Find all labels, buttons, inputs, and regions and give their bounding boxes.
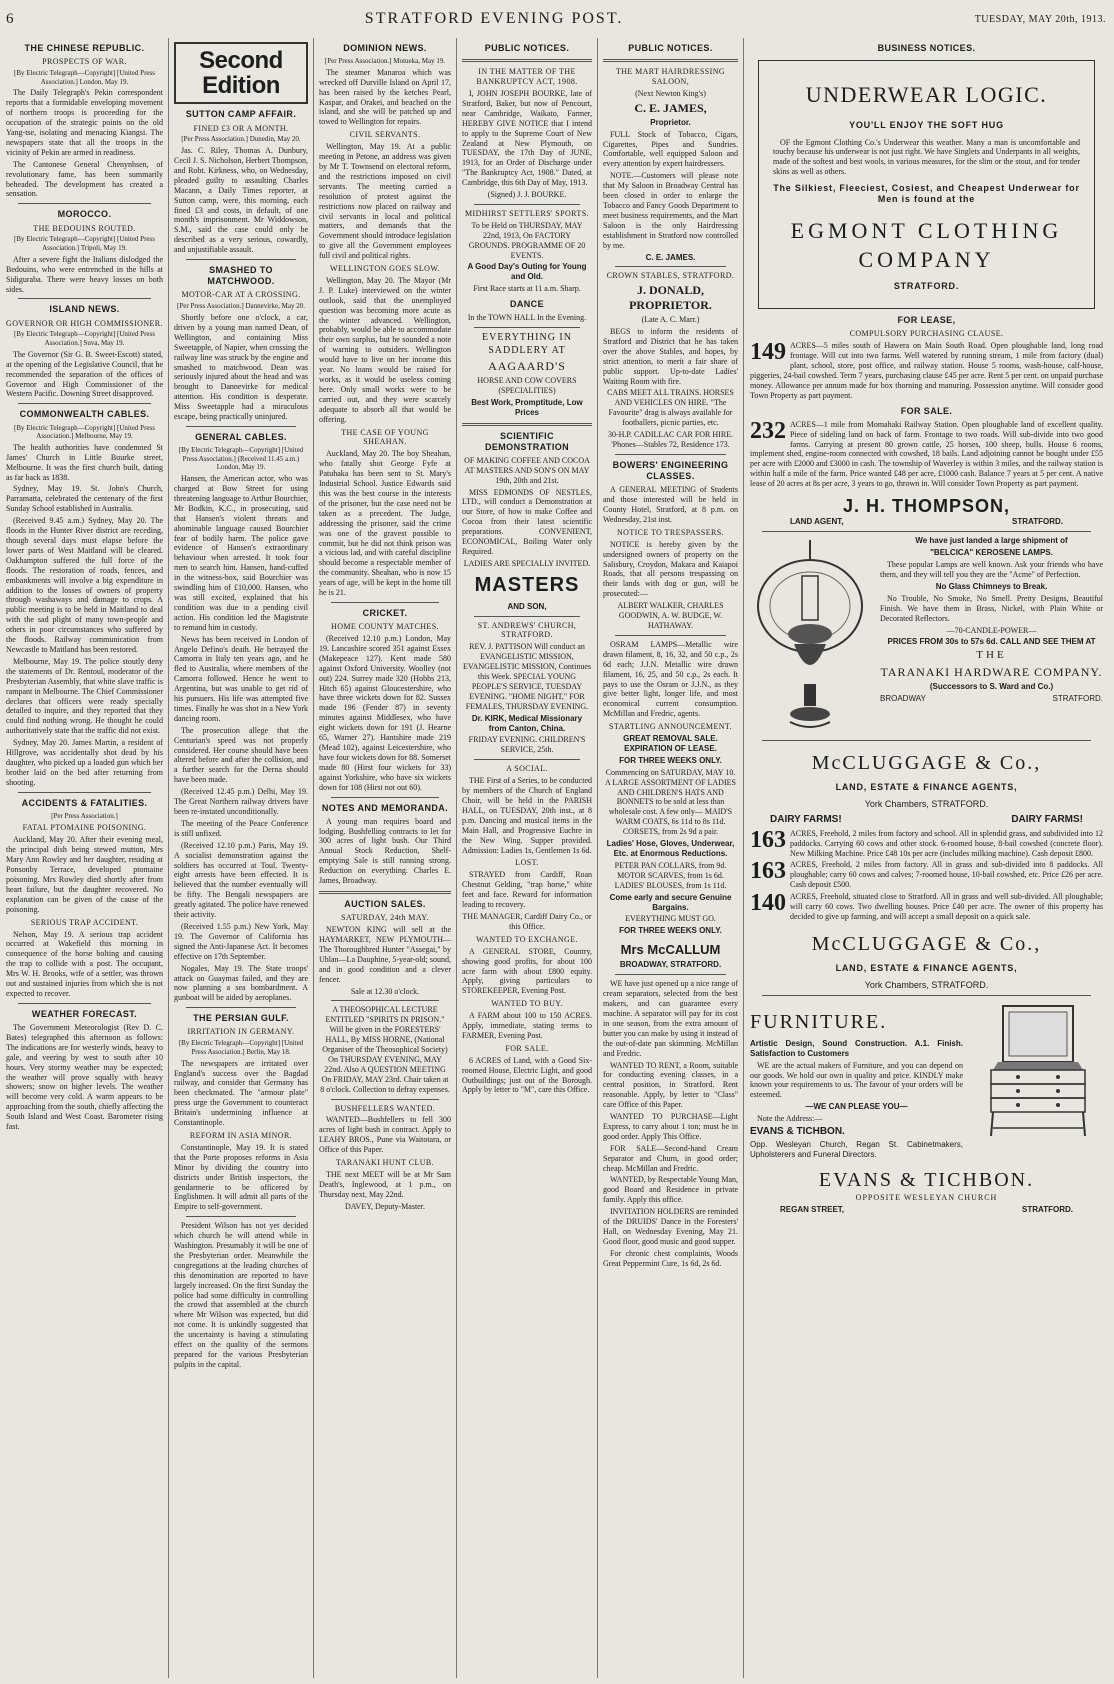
byline: [By Electric Telegraph—Copyright] [United Press Association.] (Received 11.45 a.m.) London, May 19. (178, 446, 304, 472)
article-paragraph: Melbourne, May 19. The police stoutly deny the statements of Dr. Rentoul, moderator of the Presbyterian Assembly, that white slave traffic is rampant in Melbourne. The Chief Commissioner declares that officers were ready specially detailed to inquire, and they reported that they could find nothing wrong. He thought he could authoritatively state that the traffic did not exist. (6, 656, 163, 736)
lease-acres-number: 149 (750, 339, 786, 366)
subheading-fined: FINED £3 OR A MONTH. (193, 123, 289, 133)
broadway-label: BROADWAY (880, 693, 926, 703)
lost-heading: LOST. (515, 858, 539, 868)
issue-date: TUESDAY, MAY 20th, 1913. (974, 13, 1106, 25)
mccluggage-subtitle: LAND, ESTATE & FINANCE AGENTS, (835, 782, 1018, 793)
heading-auction-sales: AUCTION SALES. (344, 899, 426, 910)
ad-paragraph: In the TOWN HALL In the Evening. (467, 313, 587, 323)
masthead (6, 8, 1106, 30)
mccluggage-name: McCLUGGAGE & Co., (811, 752, 1042, 775)
divider (331, 1000, 439, 1001)
byline: [Per Press Association.] (51, 811, 118, 820)
ad-paragraph: These popular Lamps are well known. Ask your friends who have them, and they will tell you they are the "Acme" of Perfection. (880, 560, 1103, 579)
furniture-advert (750, 1000, 1103, 1162)
ad-paragraph: WE have just opened up a nice range of cream separators, selected from the best makers, and can guarantee every machine. A separator will pay for its cost in one season, from the extra amount of butter you can make by using it instead of the out-of-date pan skimming. McMillan and Fredric. (603, 979, 738, 1058)
divider (18, 403, 151, 404)
furniture-title: FURNITURE. (750, 1011, 888, 1034)
divider (186, 426, 296, 427)
column-6 (743, 38, 1109, 1678)
heading-cricket: CRICKET. (362, 607, 408, 618)
subheading-bedouins: THE BEDOUINS ROUTED. (33, 223, 136, 233)
article-paragraph: Jas. C. Riley, Thomas A. Dunbury, Cecil J. S. Nicholson, Herbert Thompson, and Robt. Kirkness, who, on Wednesday, pleaded guilty to assaulting Charles Macann, a Daily Times reporter, at Sutton camp, were, this morning, each fined £3 and costs, in default, of one month's imprisonment. Mr Widdowson, S.M., said the case could only be described as a very serious, cowardly, and unjustifiable assault. (174, 146, 308, 255)
underwear-advert (758, 60, 1095, 309)
hardware-location: STRATFORD. (1052, 693, 1103, 703)
page-number: 6 (6, 10, 14, 27)
aagaard-name: AAGAARD'S (488, 359, 566, 374)
article-paragraph: Auckland, May 20. The boy Sheahan, who fatally shot George Fyfe at Patuhaka has been sent to St. Mary's Industrial School. Justice Edwards said this was the best course in the interests of the prisoner, but the case need not be taken as a precedent. The Judge, addressing the prisoner, said the crime was one of the gravest possible to commit, but he did not think prison was a vicious lad, and with careful discipline should become a respectable member of the community. Sheahan, who is now 15 years of age, will be kept in the home till he is 21. (319, 449, 451, 598)
hardware-footer (880, 694, 1103, 704)
article-paragraph: President Wilson has not yet decided which church he will attend while in Washington. Presumably it will be one of the Presbyterian order. Meanwhile the congregations at the leading churches of this denomination are reported to have largely increased. On the first Sunday the police had some difficulty in controlling the crowd that assembled at the church where Mr Wilson was expected, but did not come. It is unkindly suggested that the uncertainty is having a stimulating effect on the quality of the sermons prepared for the various Presbyterian pulpits in the capital. (174, 1221, 308, 1369)
heading-sutton: SUTTON CAMP AFFAIR. (185, 109, 297, 120)
divider (615, 266, 726, 267)
ad-paragraph: 6 ACRES of Land, with a Good Six-roomed House, Electric Light, and good Outbuildings; just out of the Borough. Apply by letter to "M", care this Office. (462, 1055, 592, 1095)
furniture-text (750, 1000, 963, 1162)
heading-general-cables: GENERAL CABLES. (195, 431, 287, 442)
buy-heading: WANTED TO BUY. (491, 999, 563, 1009)
divider (186, 259, 296, 260)
lamp-title: "BELCICA" KEROSENE LAMPS. (930, 548, 1053, 558)
article-paragraph: The newspapers are irritated over England's success over the Bagdad railway, and consider that Germany has been checkmated. The "armour plate" press urge the Government to counteract Britain's undermining influence at Constantinople. (174, 1058, 308, 1128)
farm-acres-number: 140 (750, 890, 786, 917)
article-paragraph: Nogales, May 19. The State troops' attack on Guaymas failed, and they are now planning a sea bombardment. A gunboat will be aided by aeroplanes. (174, 963, 308, 1003)
article-paragraph: The Cantonese General Chenynhsen, of revolutionary fame, has been summarily beheaded. The development has created a sensation. (6, 159, 163, 199)
ad-paragraph: (Late A. C. Marr.) (641, 315, 700, 325)
divider (319, 891, 451, 894)
ad-paragraph: Commencing on SATURDAY, MAY 10. A LARGE ASSORTMENT OF LADIES AND CHILDREN'S HATS AND BONNETS to be sold at less than wholesale cost. A few only— MAID'S WARM COATS, 6s 11d to 8s 11d. CORSETS, from 2s 9d a pair. (605, 767, 736, 837)
heading-notes: NOTES AND MEMORANDA. (321, 802, 449, 813)
heading-chinese-republic: THE CHINESE REPUBLIC. (24, 43, 145, 53)
ad-paragraph: EVERYTHING MUST GO. (625, 914, 716, 924)
successors-line: (Successors to S. Ward and Co.) (929, 681, 1054, 691)
article-paragraph: News has been received in London of Angelo Defino's death. He betrayed the Camorra in Italy ten years ago, and he fled to Australia, where members of the Camorra followed. Hence he went to Argentina, but was unable to get rid of his pursuers. His life was attempted five times. Finally he was shot in a New York dancing room. (174, 634, 308, 723)
subheading-reform: REFORM IN ASIA MINOR. (189, 1130, 293, 1140)
ad-paragraph: NEWTON KING will sell at the HAYMARKET, NEW PLYMOUTH— The Thoroughbred Hunter "Assegai," by Uhlan—La Dauphine, 5-year-old; sound, and in good condition and a clever fencer. (319, 925, 451, 984)
paper-title: STRATFORD EVENING POST. (364, 10, 624, 27)
proprietor-title: Proprietor. (650, 117, 691, 127)
lease-subheading: COMPULSORY PURCHASING CLAUSE. (849, 329, 1004, 339)
divider (474, 616, 580, 617)
heading-accidents: ACCIDENTS & FATALITIES. (21, 797, 148, 808)
lamp-prices: PRICES FROM 30s to 57s 6d. CALL AND SEE THEM AT (887, 637, 1096, 647)
divider (474, 327, 580, 328)
article-paragraph: Hansen, the American actor, who was charged at Bow Street for using threatening language to Arthur Bourchier, Mr Bodkin, K.C., in prosecuting, said that Hansen's violent threats and abominable language caused Bourchier fear of bodily harm. The police gave evidence of Hansen's extraordinary behaviour when arrested. It took four men to search him. Hansen, hand-cuffed in the witness-box, said Bourchier was swindling him of £10,000. Hansen, who was still excited, explained that his condition was due to a pending civil action. His condition led the Magistrate to remand him in custody. (174, 474, 308, 632)
divider (18, 792, 151, 793)
subheading-county: HOME COUNTY MATCHES. (331, 622, 439, 632)
lease-text: ACRES—5 miles south of Hawera on Main South Road. Open ploughable land, long road frontage. Will cut into two farms. Well watered by running stream, 1 mile from factory (dual) plant, school, store, post office, and railway station. House 5 rooms, wash-house, calf-house, piggeries, 24-bail cowshed. Term 7 years, purchasing clause £45 per acre. Rent 5 per cent. on unpaid purchase money. Allowance per annum made for box thorning and manuring. Possession anytime. Will consider good Town Property as part payment. (750, 341, 1103, 400)
subheading-motorcar: MOTOR-CAR AT A CROSSING. (181, 290, 301, 300)
address-note: Note the Address:— (757, 1114, 823, 1124)
ad-paragraph: WANTED TO RENT, a Room, suitable for conducting evening classes, in a central position, in Stratford. Rent reasonable. Apply, by letter to "Class" care Office of this Paper. (603, 1060, 738, 1110)
byline: [By Electric Telegraph—Copyright] [United Press Association.] Suva, May 19. (14, 330, 155, 348)
ad-paragraph: OF the Egmont Clothing Co.'s Underwear this weather. Many a man is uncomfortable and touchy because his underwear is not just right. We have Singlets and Underpants in all weights, made of the softest and best wools, in various measures, for the slim or the stout, and for tender skins as well as others. (773, 137, 1080, 177)
divider (762, 995, 1091, 996)
lamp-advert (750, 536, 1103, 736)
ad-paragraph: THE First of a Series, to be conducted by members of the Church of England Choir, will be held in the PARISH HALL, on TUESDAY, 20th inst., at 8 p.m. Dancing and musical items in the Main Hall, and Progressive Euchre in the New Wing. Supper provided. Admission: Ladies 1s, Gentlemen 1s 6d. (462, 776, 592, 855)
article-paragraph: The steamer Manaroa which was wrecked off Durville Island on April 17, has been raised by the ketches Pearl, Kaspar, and Orakei, and beached on the island, and she will be patched up and towed to Wellington for repairs. (319, 67, 451, 127)
auction-date: SATURDAY, 24th MAY. (341, 913, 429, 923)
ad-paragraph: HORSE AND COW COVERS (SPECIALITIES) (477, 375, 577, 395)
farm-acres-number: 163 (750, 858, 786, 885)
soft-hug-line: YOU'LL ENJOY THE SOFT HUG (849, 120, 1004, 131)
ad-paragraph: For chronic chest complaints, Woods Great Peppermint Cure, 1s 6d, 2s 6d. (603, 1248, 738, 1268)
regan-street: REGAN STREET, (780, 1204, 845, 1214)
the-label: THE (976, 649, 1007, 662)
bowers-heading: BOWERS' ENGINEERING CLASSES. (612, 459, 729, 482)
divider (331, 1099, 439, 1100)
article-paragraph: Constantinople, May 19. It is stated that the Porte proposes reforms in Asia Minor by dividing the country into districts under British inspectors, the gendarmerie to be officered by Englishmen. It will admit all parts of the Empire to self-government. (174, 1142, 308, 1212)
dresser-icon (973, 1000, 1103, 1150)
signature: (Signed) J. J. BOURKE. (487, 190, 567, 200)
dairy-label: DAIRY FARMS! (1011, 814, 1083, 826)
stables-heading: CROWN STABLES, STRATFORD. (606, 271, 735, 281)
article-paragraph: The meeting of the Peace Conference is still unfixed. (174, 818, 308, 838)
article-paragraph: The prosecution allege that the Centurian's speed was not properly considered. Her course should have been altered before and after the collision, and a further search for the Derna should have been made. (174, 725, 308, 785)
farm-listing (750, 860, 1103, 890)
signature: THE MANAGER, Cardiff Dairy Co., or this Office. (462, 911, 592, 931)
sale-text: ACRES—1 mile from Momahaki Railway Station. Open ploughable land of excellent quality. Piece of sideling land on back of farm. Frontage to two roads. Will sub-divide into two good farms. Carrying at present 80 grown cattle, 25 horses, 100 sheep, bulls. House 6 rooms, implement shed, engine-room connected with cowshed, 18 bails. Land adjoining cannot be bought under £55 per acre with £2000 and £3000 in cash. The township of Waverley is within 3 miles, and the railway station is within half a mile of the farm. Price wanted £48 per acre, £1000 cash. Balance 7 years at 5 per cent. A native lease of 20 acres at 8s per acre, 3 years to go, thrown in. Will consider Town Property as part payment. (750, 419, 1103, 489)
divider (186, 1007, 296, 1008)
article-paragraph: (Received 12.10 p.m.) Paris, May 19. A socialist demonstration against the soldiers has occurred at Toul. Twenty-eight arrests have been effected. It is believed that the number eventually will be fifty. The Bengali newspapers are greatly agitated. The police have renewed their activity. (174, 840, 308, 920)
york-chambers: York Chambers, STRATFORD. (864, 799, 989, 810)
byline: [By Electric Telegraph—Copyright] [United Press Association.] Tripoli, May 19. (14, 235, 155, 253)
heading-dominion-news: DOMINION NEWS. (343, 43, 427, 53)
ad-paragraph: MISS EDMONDS OF NESTLES, LTD., will conduct a Demonstration at our Store, of how to make Coffee and Cocoa from their latest scientific preparations. CONVENIENT, ECONOMICAL, Boiling Water only Required. (462, 487, 592, 556)
ad-paragraph: FRIDAY EVENING. CHILDREN'S SERVICE, 25th. (468, 735, 586, 755)
silkiest-line: The Silkiest, Fleeciest, Cosiest, and Cheapest Underwear for Men is found at the (773, 183, 1080, 205)
church-heading: ST. ANDREWS' CHURCH, STRATFORD. (477, 620, 577, 640)
farm-text: ACRES, Freehold, 2 miles from factory and school. All in splendid grass, and subdivided into 12 paddocks. Carrying 60 cows and other stock. 6-roomed house, 8-bail cowshed (concrete floor). New Milking Machine. Price £48 10s per acre (includes milking machine). Cash deposit £800. (790, 828, 1103, 858)
divider (331, 797, 439, 798)
dance-heading: DANCE (509, 299, 544, 310)
ad-bold-line: FOR THREE WEEKS ONLY. (619, 755, 722, 765)
column-2 (168, 38, 313, 1678)
divider (762, 531, 1091, 532)
ad-bold-line: Best Work, Promptitude, Low Prices (471, 397, 583, 417)
ad-paragraph: To be Held on THURSDAY, MAY 22nd, 1913, On FACTORY GROUNDS. PROGRAMME OF 20 EVENTS. (468, 220, 586, 260)
masters-suffix: AND SON, (507, 601, 547, 611)
trespass-heading: NOTICE TO TRESPASSERS. (617, 527, 724, 537)
divider (615, 635, 726, 636)
divider (462, 59, 592, 62)
ad-paragraph: PETER PAN COLLARS, from 9d. MOTOR SCARVES, from 1s 6d. LADIES' BLOUSES, from 1s 11d. (614, 860, 727, 890)
byline: [Per Press Association.] Dannevirke, May 20. (177, 302, 305, 311)
divider (18, 203, 151, 204)
subheading-wellington: WELLINGTON GOES SLOW. (330, 264, 440, 274)
byline: [By Electric Telegraph—Copyright] [United Press Association.] London, May 19. (14, 69, 155, 86)
ad-paragraph: OSRAM LAMPS—Metallic wire drawn filament, 8, 16, 32, and 50 c.p., 2s 6d each; J.J.N. Metallic wire drawn filament, 16, 25, and 50 c.p., 2s each. It pays to use the Osram or J.J.N., as they give better light, longer life, and most economical current consumption. McMillan and Fredric, agents. (603, 639, 738, 719)
subheading-hunt-club: TARANAKI HUNT CLUB. (335, 1158, 435, 1168)
byline: [By Electric Telegraph—Copyright] [United Press Association.] Melbourne, May 19. (14, 423, 155, 441)
mccallum-address: BROADWAY, STRATFORD. (619, 960, 722, 970)
article-paragraph: Wellington, May 19. At a public meeting in Petone, an address was given by Mr T. Townsend on electoral reform, and the restrictions imposed on civil servants. The meeting carried a resolution of protest against the restrictions now placed on railway and civil servants in local and political matters, and demands that the Government should introduce legislation to give all the Government employees full civil and political rights. (319, 142, 451, 261)
heading-persian-gulf: THE PERSIAN GULF. (193, 1013, 289, 1024)
article-paragraph: After a severe fight the Italians dislodged the Bedouins, who were entrenched in the hills at Sidiguraba. There were heavy losses on both sides. (6, 254, 163, 294)
ad-bold-line: A Good Day's Outing for Young and Old. (467, 262, 587, 282)
ad-paragraph: WE are the actual makers of Furniture, and you can depend on our goods. We hold our own in quality and price. KINDLY make known your requirements to us. The favour of your orders will be esteemed. (750, 1060, 963, 1100)
demonstration-heading: SCIENTIFIC DEMONSTRATION (484, 430, 570, 452)
divider (18, 1003, 151, 1004)
column-3 (313, 38, 456, 1678)
egmont-company-name: EGMONT CLOTHING COMPANY (790, 217, 1063, 273)
ad-paragraph: (Next Newton King's) (635, 88, 706, 98)
ad-paragraph: STRAYED from Cardiff, Roan Chestnut Gelding, "trap horse," white feet and face. Reward for information leading to recovery. (462, 870, 592, 910)
ad-paragraph: A GENERAL STORE, Country, showing good profits, for about 100 acre farm with about £800 equity. Apply, giving particulars to STOREKEEPER, Evening Post. (462, 946, 592, 996)
byline: [Per Press Association.] Motueka, May 19. (324, 57, 446, 66)
ad-paragraph: REV. J. PATTISON Will conduct an EVANGELISTIC MISSION, EVANGELISTIC MISSION, Continues this Week. SPECIAL YOUNG PEOPLE'S SERVICE, TUESDAY EVENING. "HOME NIGHT," FOR FEMALES, THURSDAY EVENING. (462, 642, 592, 711)
ad-paragraph: No Trouble, No Smoke, No Smell. Pretty Designs, Beautiful Finish. We have them in Brass, Nickel, with Plain White or Decorated Reflectors. (880, 593, 1103, 623)
ad-paragraph: OF MAKING COFFEE AND COCOA AT MASTERS AND SON'S ON MAY 19th, 20th and 21st. (464, 455, 590, 485)
heading-public-notices: PUBLIC NOTICES. (484, 43, 570, 53)
sale-heading: FOR SALE. (900, 405, 953, 416)
ad-paragraph: LADIES ARE SPECIALLY INVITED. (463, 558, 591, 568)
ad-paragraph: THE next MEET will be at Mr Sam Death's, Inglewood, at 1 p.m., on Thursday next, May 22nd. (319, 1170, 451, 1199)
thompson-location: STRATFORD. (1012, 517, 1063, 527)
york-chambers: York Chambers, STRATFORD. (864, 979, 989, 990)
article-paragraph: The Governor (Sir G. B. Sweet-Escott) stated, at the opening of the Legislative Council, that he recommended the separation of the offices of Governor and High Commissioner of the Western Pacific. Downing Street disapproved. (6, 349, 163, 399)
ad-paragraph: 30-H.P. CADILLAC CAR FOR HIRE. 'Phones—Stables 72, Residence 173. (607, 430, 734, 449)
second-edition-banner: Second Edition (174, 42, 308, 104)
ad-paragraph: FULL Stock of Tobacco, Cigars, Cigarettes, Pipes and Sundries. Comfortable, well equipped Saloon and every attention by expert hairdressers. (603, 129, 738, 169)
ad-bold-line: FOR THREE WEEKS ONLY. (619, 926, 722, 936)
article-paragraph: Nelson, May 19. A serious trap accident occurred at Wakefield this morning in consequence of the horse bolting and causing the trap to collide with a post. The occupant, Mrs W. H. Brooks, wife of a settler, was thrown out and sustained injuries from which she is not expected to recover. (6, 929, 163, 998)
lease-advert (750, 341, 1103, 400)
bankruptcy-heading: IN THE MATTER OF THE BANKRUPTCY ACT, 1908. (476, 67, 578, 87)
divider (603, 59, 738, 62)
ad-paragraph: A THEOSOPHICAL LECTURE ENTITLED "SPIRITS IN PRISON." Will be given in the FORESTERS' HALL, By MISS HORNE, (National Organiser of the Theosophical Society) On THURSDAY EVENING, MAY 22nd. Also A QUESTION MEETING On FRIDAY, MAY 23rd. Chair taken at 8 o'clock. Collection to defray expenses. (320, 1005, 450, 1094)
ad-paragraph: I, JOHN JOSEPH BOURKE, late of Stratford, Baker, but now of Pencourt, near Cambridge, Waikato, Farmer, HEREBY GIVE NOTICE that I intend to apply to the Supreme Court of New Zealand at New Plymouth, on TUESDAY, the 17th Day of JUNE, 1913, for an Order of Discharge under "The Bankruptcy Act, 1908." Dated, at Cambridge, this 6th Day of May, 1913. (462, 88, 592, 188)
sports-heading: MIDHIRST SETTLERS' SPORTS. (465, 208, 589, 218)
ad-paragraph: WANTED, by Respectable Young Man, good Board and Residence in private family. Apply this office. (603, 1175, 738, 1205)
divider (186, 1216, 296, 1217)
article-paragraph: Wellington, May 20. The Mayor (Mr J. P. Luke) interviewed on the winter outlook, said that the unemployed question was becoming more acute as the winter advanced. Wellington, probably, would be able to accommodate their own surplus, but he sounded a note of warning to outsiders. Wellington would have to live on her income this year. No loans would be raised for works, as it would be useless coming here. Only small works were to be carried out, and they were scarcely adequate to absorb all that would be offering. (319, 275, 451, 424)
signature: DAVEY, Deputy-Master. (345, 1201, 425, 1211)
column-4 (456, 38, 597, 1678)
subheading-ptomaine: FATAL PTOMAINE POISONING. (22, 823, 147, 833)
opposite-church: OPPOSITE WESLEYAN CHURCH (855, 1193, 998, 1203)
heading-business-notices: BUSINESS NOTICES. (877, 43, 976, 53)
taranaki-hardware-name: TARANAKI HARDWARE COMPANY. (880, 664, 1103, 679)
heading-island-news: ISLAND NEWS. (49, 304, 120, 315)
can-please-line: —WE CAN PLEASE YOU— (805, 1102, 908, 1112)
farm-listing (750, 826, 1103, 859)
subheading-governor: GOVERNOR OR HIGH COMMISSIONER. (6, 318, 163, 328)
candle-power: —70-CANDLE-POWER— (946, 625, 1037, 635)
article-paragraph: (Received 9.45 a.m.) Sydney, May 20. The floods in the Hunter River district are receding, though several days must elapse before the lower parts of West Maitland will be cleared. Oakhampton suffered the full force of the floods. The restoration of roads, fences, and embankments will involve a big expenditure in addition to the losses of owners of property through washaways and damage to crops. A public meeting is to be held in Maitland to deal with the sad plight of many town-people and others in poor circumstances who suffered by the floods. Railway communication from Newcastle to Maitland has been restored. (6, 516, 163, 654)
ad-bold-line: Ladies' Hose, Gloves, Underwear, Etc. at Enormous Reductions. (606, 839, 735, 858)
evans-footer (750, 1205, 1103, 1215)
byline: [By Electric Telegraph—Copyright] [United Press Association.] Berlin, May 18. (178, 1039, 304, 1056)
farm-acres-number: 163 (750, 826, 786, 853)
ad-paragraph: INVITATION HOLDERS are reminded of the DRUIDS' Dance in the Foresters' Hall, on Wednesday Evening, May 21. Good floor, good music and good supper. (603, 1207, 738, 1246)
ad-bold-line: GREAT REMOVAL SALE. EXPIRATION OF LEASE. (623, 734, 718, 753)
ad-paragraph: First Race starts at 11 a.m. Sharp. (473, 284, 581, 294)
article-paragraph: Sydney, May 19. St. John's Church, Parramatta, celebrated the centenary of the first Sunday School established in Australia. (6, 484, 163, 514)
thompson-footer (750, 517, 1103, 527)
proprietor-name: J. DONALD, PROPRIETOR. (629, 283, 712, 313)
column-5 (597, 38, 743, 1678)
article-paragraph: The Daily Telegraph's Pekin correspondent reports that a formidable enveloping movement of northern troops is proceeding for the occupation of the strategic points on the old Yang-tse, isolating and menacing Kiangsi. The newspapers state that all the troops in the vicinity of Pekin are armed in readiness. (6, 88, 163, 157)
social-heading: A SOCIAL. (506, 764, 548, 774)
ad-paragraph: A FARM about 100 to 150 ACRES. Apply, immediate, stating terms to FARMER, Evening Post. (462, 1011, 592, 1040)
heading-smashed: SMASHED TO MATCHWOOD. (207, 265, 275, 287)
lamp-text (880, 536, 1103, 703)
egmont-location: STRATFORD. (893, 280, 960, 291)
ad-paragraph: Sale at 12.30 o'clock. (350, 986, 420, 996)
underwear-title: UNDERWEAR LOGIC. (805, 82, 1048, 108)
ad-paragraph: NOTICE is hereby given by the undersigned owners of property on the Salisbury, Croydon, Makara and Kaiapoi Roads, that all persons trespassing on their lands with dog or gun, will be prosecuted:— (603, 539, 738, 599)
ad-paragraph: A GENERAL MEETING of Students and those interested will be held in County Hotel, Stratford, at 8 p.m. on Wednesday, 21st inst. (603, 485, 738, 524)
divider (474, 204, 580, 205)
thompson-name: J. H. THOMPSON, (842, 496, 1010, 517)
signature: ALBERT WALKER, CHARLES GOODWIN, A. W. BUDGE, W. HATHAWAY. (617, 601, 724, 630)
exchange-heading: WANTED TO EXCHANGE. (476, 934, 578, 944)
column-1 (6, 38, 168, 1678)
heading-morocco: MOROCCO. (57, 209, 112, 220)
mccallum-name: Mrs McCALLUM (620, 942, 721, 958)
sale-acres-number: 232 (750, 417, 786, 444)
divider (762, 740, 1091, 741)
evans-address: Opp. Wesleyan Church, Regan St. Cabinetmakers, Upholsterers and Funeral Directors. (750, 1140, 963, 1160)
ad-bold-line: We have just landed a large shipment of (915, 536, 1068, 546)
saddlery-heading: EVERYTHING IN SADDLERY AT (482, 332, 572, 356)
article-paragraph: A young man requires board and lodging. Bushfelling contracts to let for 300 acres of light bush. Our Third Annual Stock Reduction, Shelf-emptying Sale is still running strong. Reduction on everything. Charles E. James, Broadway. (319, 816, 451, 886)
article-paragraph: Shortly before one o'clock, a car, driven by a young man named Dean, of Wellington, and containing Miss Sweetapple, of Napier, when crossing the railway line was struck by the engine and smashed to matchwood. Dean was seriously injured about the head and was brought to Dannevirke for medical attention. His condition is desperate. Miss Sweetapple had a miraculous escape, being practically uninjured. (174, 312, 308, 422)
divider (462, 423, 592, 426)
evans-small-name: EVANS & TICHBON. (750, 1126, 845, 1138)
article-paragraph: (Received 12.45 p.m.) Delhi, May 19. The Great Northern railway drivers have been re-instated unconditionally. (174, 787, 308, 817)
ad-paragraph: FOR SALE—Second-hand Cream Separator and Churn, in good order; cheap. McMillan and Fredric. (603, 1143, 738, 1173)
byline: [Per Press Association.] Dunedin, May 20. (181, 135, 301, 144)
land-agent-label: LAND AGENT, (790, 517, 844, 527)
evans-location: STRATFORD. (1022, 1204, 1073, 1214)
ad-paragraph: WANTED—Bushfellers to fell 300 acres of light bush in contract. Apply to LEAHY BROS., Pune via Waitotara, or Office of this Paper. (319, 1115, 451, 1155)
heading-public-notices: PUBLIC NOTICES. (628, 43, 713, 53)
heading-commonwealth-cables: COMMONWEALTH CABLES. (19, 409, 150, 420)
article-paragraph: Auckland, May 20. After their evening meal, the principal dish being stewed mutton, Mrs Mary Ann Rowley and her daughter, residing at Ponsonby Terrace, developed ptomaine poisoning. Mrs Rowley died shortly after from heart failure, but the daughter recovered. No explanation can be given of the cause of the poisoning. (6, 835, 163, 914)
furniture-subtitle: Artistic Design, Sound Construction. A.1. Finish. Satisfaction to Customers (750, 1038, 963, 1058)
divider (615, 454, 726, 455)
masters-name: MASTERS (474, 573, 580, 596)
mccluggage-subtitle: LAND, ESTATE & FINANCE AGENTS, (835, 962, 1018, 973)
saloon-heading: THE MART HAIRDRESSING SALOON, (615, 67, 726, 87)
divider (474, 759, 580, 760)
ad-paragraph: CABS MEET ALL TRAINS. HORSES AND VEHICLES ON HIRE. "The Favourite" drag is always available for footballers, picnic parties, etc. (607, 388, 734, 428)
signature: C. E. JAMES. (645, 252, 696, 262)
ad-bold-line: Dr. KIRK, Medical Missionary from Canton, China. (471, 713, 583, 733)
startling-heading: STARTLING ANNOUNCEMENT. (608, 722, 733, 732)
sale-heading: FOR SALE. (505, 1043, 549, 1053)
kerosene-lamp-icon (750, 536, 870, 736)
subheading-sheahan: THE CASE OF YOUNG SHEAHAN. (341, 427, 429, 447)
article-paragraph: The health authorities have condemned St James' Church in Little Bourke street, Melbourne. It was the first church built, dating as far back as 1838. (6, 442, 163, 482)
subheading-prospects: PROSPECTS OF WAR. (42, 57, 127, 67)
proprietor-name: C. E. JAMES, (634, 100, 707, 115)
farm-text: ACRES, Freehold, 2 miles from factory. All in grass and sub-divided into 8 paddocks. All ploughable; carry 60 cows and calves; 7-roomed house, 10-bail cowshed, etc. Price £26 per acre. Cash deposit £500. (790, 860, 1103, 890)
divider (615, 974, 726, 975)
ad-bold-line: No Glass Chimneys to Break. (935, 581, 1048, 591)
subheading-trap: SERIOUS TRAP ACCIDENT. (30, 917, 139, 927)
article-paragraph: (Received 1.55 p.m.) New York, May 19. The Governor of California has signed the Anti-Japanese Act. It becomes effective on 17th September. (174, 921, 308, 961)
divider (331, 602, 439, 603)
article-paragraph: Sydney, May 20. James Martin, a resident of Hillgrove, was accidentally shot dead by his daughter, who picked up a loaded gun which her brother laid on the bed after returning from shooting. (6, 738, 163, 787)
ad-paragraph: WANTED TO PURCHASE—Light Express, to carry about 1 ton; must be in good order. Apply This Office. (603, 1112, 738, 1141)
subheading-irritation: IRRITATION IN GERMANY. (187, 1027, 295, 1037)
subheading-civil-servants: CIVIL SERVANTS. (349, 130, 421, 140)
farm-listing (750, 892, 1103, 922)
evans-tichbon-name: EVANS & TICHBON. (818, 1169, 1035, 1192)
ad-paragraph: NOTE.—Customers will please note that My Saloon in Broadway Central has been closed in order to enlarge the Tobacco and Fancy Goods Department to meet business requirements, and the Mart Saloon is the only Hairdressing establishment in Stratford now controlled by me. (603, 171, 738, 250)
divider (18, 298, 151, 299)
mccluggage-name: McCLUGGAGE & Co., (811, 932, 1042, 955)
article-paragraph: (Received 12.10 p.m.) London, May 19. Lancashire scored 351 against Essex (Makepeace 127). Kent made 580 against Oxford University. Woolley (not out) 224. Surrey made 320 (Hobbs 213, Hitch 65) against Gloucestershire, who have three wickets down for 82. Sussex made 196 (Fender 87) in seventy minutes against Middlesex, who have eight wickets down for 191 (J. Hearne 65, Warner 27). Hantshire made 219 (Mead 102), against Leicestershire, who have four wickets down for 88. Somerset made 80 (Hirst four wickets for 33) against Yorkshire, who have six wickets down for 108 (Hirst not out 60). (319, 634, 451, 792)
subheading-bushfellers: BUSHFELLERS WANTED. (334, 1103, 436, 1113)
farm-text: ACRES, Freehold, situated close to Stratford. All in grass and well sub-divided. All ploughable; will carry 60 cows. Two dwelling houses. Price £40 per acre. The owner of this property has decided to give up farming, and will accept a small deposit on a quick sale. (790, 892, 1103, 922)
ad-paragraph: BEGS to inform the residents of Stratford and District that he has taken over the above Stables, and hopes, by strict attention, to merit a fair share of public support. Up-to-date Ladies' Waiting Room with fire. (603, 327, 738, 386)
heading-weather: WEATHER FORECAST. (31, 1008, 138, 1019)
lease-heading: FOR LEASE, (897, 315, 956, 326)
ad-bold-line: Come early and secure Genuine Bargains. (609, 892, 732, 912)
sale-advert (750, 417, 1103, 489)
dairy-farms-line (750, 812, 1103, 828)
article-paragraph: The Government Meteorologist (Rev D. C. Bates) telegraphed this afternoon as follows: The indications are for westerly winds, heavy to gale, and veering by west to south after 10 hours. Very stormy weather may be expected; the weather will prove squally with heavy showers; snow on higher levels. The weather will become very cold. A warm appears to be approaching from the south, chiefly affecting the South Island and West Coast. Barometer rising fast. (6, 1023, 163, 1132)
dairy-label: DAIRY FARMS! (770, 814, 842, 826)
